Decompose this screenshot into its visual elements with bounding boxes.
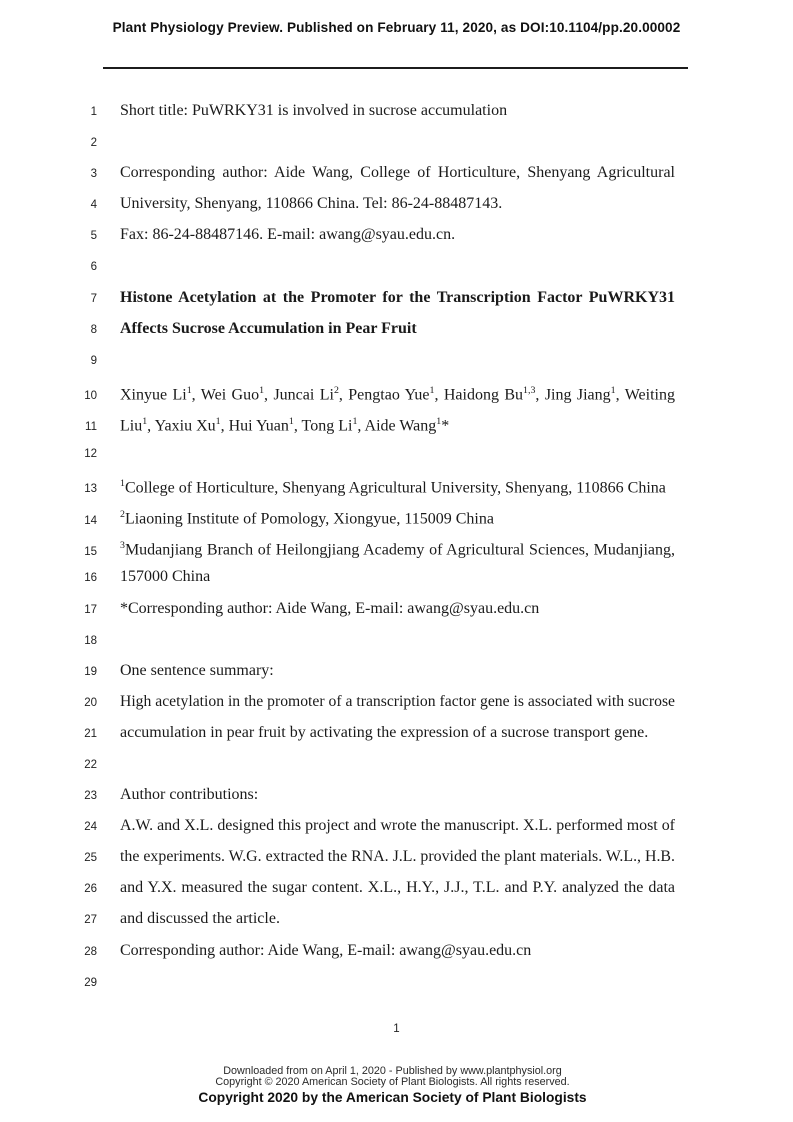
superscript-affiliation: 1 — [436, 415, 442, 427]
text-run: , Yaxiu Xu — [147, 417, 216, 435]
manuscript-line — [60, 250, 733, 281]
page-number: 1 — [393, 1023, 400, 1035]
superscript-affiliation: 3 — [120, 540, 125, 552]
manuscript-line — [60, 530, 733, 561]
superscript-affiliation: 2 — [120, 509, 125, 521]
manuscript-line — [60, 593, 733, 624]
manuscript-line — [60, 935, 733, 966]
line-text — [120, 686, 675, 717]
line-number: 11 — [85, 421, 97, 434]
line-number: 7 — [90, 292, 97, 305]
text-run: University, Shenyang, 110866 China. Tel: 86-24-88487143. — [120, 195, 503, 213]
manuscript-line — [60, 561, 733, 592]
line-text — [120, 748, 675, 779]
manuscript-line — [60, 841, 733, 872]
line-number: 6 — [90, 261, 97, 274]
line-text — [120, 903, 675, 934]
footer-copyright-line: Copyright © 2020 American Society of Plant Biologists. All rights reserved. — [215, 1076, 570, 1089]
journal-preview-header: Plant Physiology Preview. Published on February 11, 2020, as DOI:10.1104/pp.20.00002 — [112, 20, 681, 35]
footer-downloaded-line: Downloaded from on April 1, 2020 - Published by www.plantphysiol.org — [223, 1065, 562, 1077]
text-run: the experiments. W.G. extracted the RNA. J.L. provided the plant materials. W.L., H.B. — [120, 848, 675, 866]
line-number: 25 — [84, 852, 97, 865]
line-number: 8 — [90, 323, 97, 336]
line-number: 4 — [90, 199, 97, 212]
text-run: , Jing Jiang — [535, 386, 611, 404]
line-text — [120, 250, 675, 281]
line-text — [120, 624, 675, 655]
text-run: accumulation in pear fruit by activating the expression of a sucrose transport gene. — [120, 723, 649, 741]
line-number: 14 — [84, 514, 97, 527]
line-text — [120, 593, 675, 624]
superscript-affiliation: 1 — [215, 415, 221, 427]
line-number: 23 — [84, 790, 97, 803]
manuscript-line — [60, 779, 733, 810]
line-text — [120, 437, 675, 468]
line-text — [120, 313, 675, 344]
line-text — [120, 126, 675, 157]
text-run: , Hui Yuan — [220, 417, 289, 435]
text-run: Xinyue Li — [120, 386, 187, 404]
line-number: 16 — [84, 572, 97, 585]
line-number: 21 — [84, 727, 97, 740]
line-text — [120, 375, 675, 410]
line-text — [120, 530, 675, 565]
line-text — [120, 717, 675, 748]
manuscript-line — [60, 748, 733, 779]
line-text — [120, 935, 675, 966]
manuscript-line — [60, 499, 733, 530]
superscript-affiliation: 1 — [288, 415, 294, 427]
manuscript-line — [60, 717, 733, 748]
line-number: 13 — [84, 483, 97, 496]
text-run: Short title: PuWRKY31 is involved in sucrose accumulation — [120, 102, 508, 119]
line-text — [120, 344, 675, 375]
line-number: 19 — [84, 665, 97, 678]
text-run: One sentence summary: — [120, 661, 274, 679]
text-run: College of Horticulture, Shenyang Agricultural University, Shenyang, 110866 China — [124, 479, 666, 497]
text-run: * — [441, 417, 450, 435]
text-run: , Haidong Bu — [434, 386, 524, 404]
manuscript-line — [60, 686, 733, 717]
manuscript-line — [60, 624, 733, 655]
line-text — [120, 779, 675, 810]
text-run: , Wei Guo — [191, 386, 260, 404]
line-number: 5 — [90, 230, 97, 243]
line-number: 12 — [84, 448, 97, 461]
line-text — [120, 810, 675, 841]
line-number: 15 — [84, 545, 97, 558]
line-text — [120, 95, 675, 126]
line-text — [120, 157, 675, 188]
text-run: , Juncai Li — [264, 386, 334, 404]
footer-copyright-bold-line: Copyright 2020 by the American Society of Plant Biologists — [198, 1089, 587, 1105]
manuscript-line — [60, 188, 733, 219]
header-rule — [103, 67, 688, 69]
line-number: 2 — [90, 137, 97, 150]
manuscript-body — [60, 95, 733, 997]
line-number: 1 — [90, 106, 97, 118]
line-text — [120, 499, 675, 534]
line-number: 9 — [90, 354, 97, 367]
manuscript-line — [60, 872, 733, 903]
line-text — [120, 561, 675, 592]
manuscript-line — [60, 219, 733, 250]
line-number: 22 — [84, 758, 97, 771]
line-text — [120, 406, 675, 441]
line-number: 24 — [84, 821, 97, 834]
line-text — [120, 872, 675, 903]
line-text — [120, 188, 675, 219]
line-number: 27 — [84, 914, 97, 927]
manuscript-line — [60, 344, 733, 375]
superscript-affiliation: 1 — [259, 384, 265, 396]
superscript-affiliation: 1 — [186, 384, 192, 396]
text-run: , Weiting — [615, 386, 675, 404]
manuscript-line — [60, 655, 733, 686]
text-run: Affects Sucrose Accumulation in Pear Fruit — [120, 319, 417, 337]
line-text — [120, 966, 675, 997]
superscript-affiliation: 1 — [120, 478, 125, 490]
manuscript-line — [60, 313, 733, 344]
text-run: and Y.X. measured the sugar content. X.L., H.Y., J.J., T.L. and P.Y. analyzed the data — [120, 879, 675, 897]
manuscript-line — [60, 95, 733, 126]
line-number: 3 — [90, 168, 97, 181]
line-number: 29 — [84, 976, 97, 989]
text-run: , Pengtao Yue — [338, 386, 430, 404]
superscript-affiliation: 1 — [142, 415, 148, 427]
line-number: 18 — [84, 634, 97, 647]
manuscript-line — [60, 437, 733, 468]
text-run: Fax: 86-24-88487146. E-mail: awang@syau.edu.cn. — [120, 226, 456, 244]
text-run: and discussed the article. — [120, 910, 280, 928]
superscript-affiliation: 1,3 — [523, 384, 536, 396]
superscript-affiliation: 1 — [352, 415, 358, 427]
line-number: 26 — [84, 883, 97, 896]
superscript-affiliation: 2 — [333, 384, 339, 396]
text-run: Liaoning Institute of Pomology, Xiongyue, 115009 China — [124, 510, 494, 528]
line-text — [120, 655, 675, 686]
line-number: 10 — [84, 390, 97, 403]
manuscript-line — [60, 282, 733, 313]
text-run: High acetylation in the promoter of a transcription factor gene is associated with sucrose — [120, 692, 675, 710]
line-text — [120, 468, 675, 503]
superscript-affiliation: 1 — [610, 384, 616, 396]
manuscript-line — [60, 126, 733, 157]
line-text — [120, 282, 675, 313]
text-run: Mudanjiang Branch of Heilongjiang Academy of Agricultural Sciences, Mudanjiang, — [124, 541, 675, 559]
text-run: *Corresponding author: Aide Wang, E-mail: awang@syau.edu.cn — [120, 599, 540, 617]
manuscript-line — [60, 966, 733, 997]
text-run: Liu — [120, 417, 143, 435]
text-run: 157000 China — [120, 568, 211, 586]
line-number: 20 — [84, 696, 97, 709]
manuscript-line — [60, 375, 733, 406]
manuscript-line — [60, 406, 733, 437]
manuscript-line — [60, 810, 733, 841]
line-number: 17 — [84, 603, 97, 616]
line-text — [120, 219, 675, 250]
text-run: , Aide Wang — [357, 417, 437, 435]
manuscript-line — [60, 903, 733, 934]
line-number: 28 — [84, 945, 97, 958]
text-run: , Tong Li — [293, 417, 353, 435]
manuscript-line — [60, 157, 733, 188]
text-run: A.W. and X.L. designed this project and wrote the manuscript. X.L. performed most of — [120, 817, 675, 835]
text-run: Histone Acetylation at the Promoter for the Transcription Factor PuWRKY31 — [120, 288, 675, 306]
text-run: Corresponding author: Aide Wang, E-mail: awang@syau.edu.cn — [120, 941, 532, 959]
manuscript-line — [60, 468, 733, 499]
text-run: Author contributions: — [120, 786, 259, 804]
text-run: Corresponding author: Aide Wang, College of Horticulture, Shenyang Agricultural — [120, 164, 675, 182]
page-footer — [0, 1066, 785, 1105]
line-text — [120, 841, 675, 872]
superscript-affiliation: 1 — [429, 384, 435, 396]
